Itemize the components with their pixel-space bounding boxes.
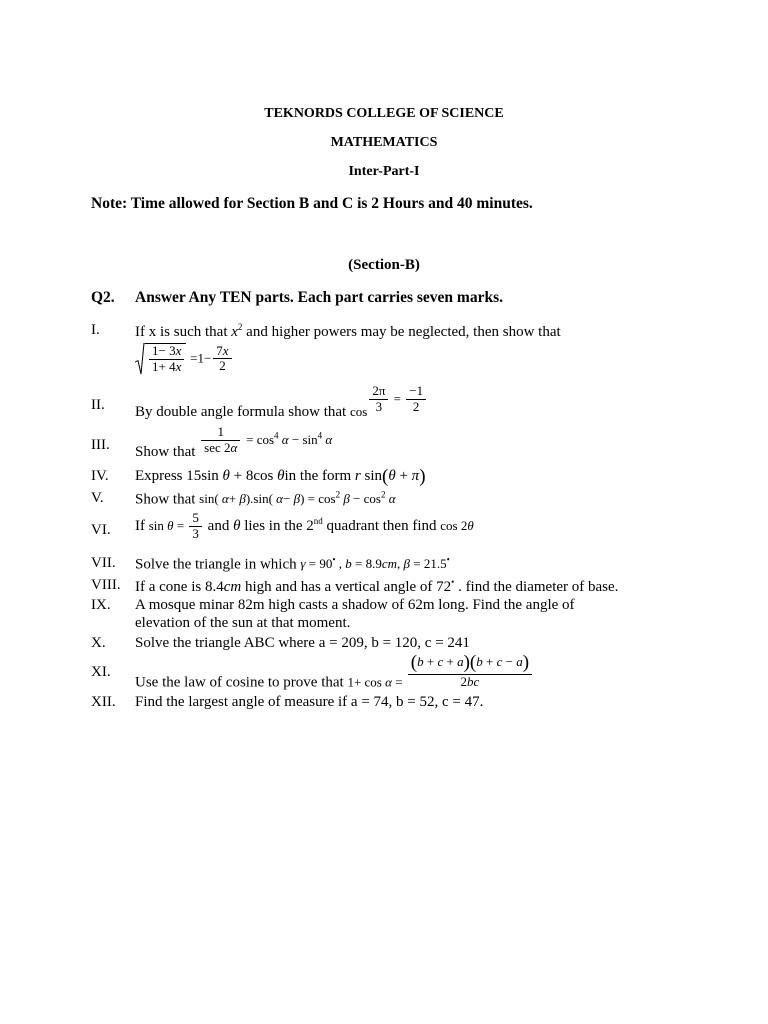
item-number: X. [91, 635, 106, 651]
question-instruction: Answer Any TEN parts. Each part carries seven marks. [135, 289, 503, 306]
item-number: XII. [91, 694, 116, 710]
question-text: Show that sin( α+ β).sin( $\alpha- \beta) = \cos^2 \beta - \cos^2 \alpha$ [135, 490, 396, 508]
question-text: Express 15sin θ + 8cos θin the form r sin(θ + π) [135, 466, 426, 487]
item-number: I. [91, 322, 100, 338]
question-text: Use the law of cosine to prove that 1+ cos α = $\frac{(b + c + a)(b + c - a)}{2bc}$ [135, 652, 534, 691]
item-number: II. [91, 397, 105, 413]
question-text: By double angle formula show that cos $\frac{2\pi}{3}$ = $\frac{-1}{2}$ [135, 384, 428, 421]
college-name: TEKNORDS COLLEGE OF SCIENCE [264, 106, 504, 121]
subject-title: MATHEMATICS [330, 135, 438, 150]
section-title: (Section-B) [348, 257, 420, 273]
part-title: Inter-Part-I [348, 164, 420, 179]
item-number: VII. [91, 555, 116, 571]
question-text: If sin θ = $\frac{5}{3}$ and θ lies in the 2nd quadrant then find cos 2θ [135, 510, 474, 541]
item-number: IX. [91, 597, 111, 613]
question-text: If x is such that $x^2$ and higher powers may be neglected, then show that [135, 322, 561, 340]
question-text: Solve the triangle ABC where a = 209, b = 120, c = 241 [135, 635, 470, 651]
question-text: Find the largest angle of measure if a = 74, b = 52, c = 47. [135, 694, 484, 710]
square-root: $\frac{1- 3x}{1+ 4x}$ [135, 343, 186, 375]
question-number: Q2. [91, 289, 115, 306]
formula: $\frac{1- 3x}{1+ 4x}$ =1− $\frac{7x}{2}$ [135, 343, 234, 375]
item-number: IV. [91, 468, 109, 484]
item-number: XI. [91, 664, 111, 680]
question-text: If a cone is 8.4cm high and has a vertical angle of 72• . find the diameter of base. [135, 577, 619, 595]
time-note: Note: Time allowed for Section B and C is 2 Hours and 40 minutes. [91, 195, 533, 212]
question-text: Show that $\frac{1}{\sec 2\alpha}$ = $\cos^4 \alpha - \sin^4 \alpha$ [135, 424, 333, 460]
item-number: VI. [91, 522, 111, 538]
question-text: Solve the triangle in which γ = 90• , b = 8.9cm, β = 21.5• [135, 555, 450, 573]
question-text: A mosque minar 82m high casts a shadow of 62m long. Find the angle of [135, 597, 575, 613]
item-number: V. [91, 490, 104, 506]
question-text-continued: elevation of the sun at that moment. [135, 615, 351, 631]
item-number: VIII. [91, 577, 121, 593]
item-number: III. [91, 437, 110, 453]
